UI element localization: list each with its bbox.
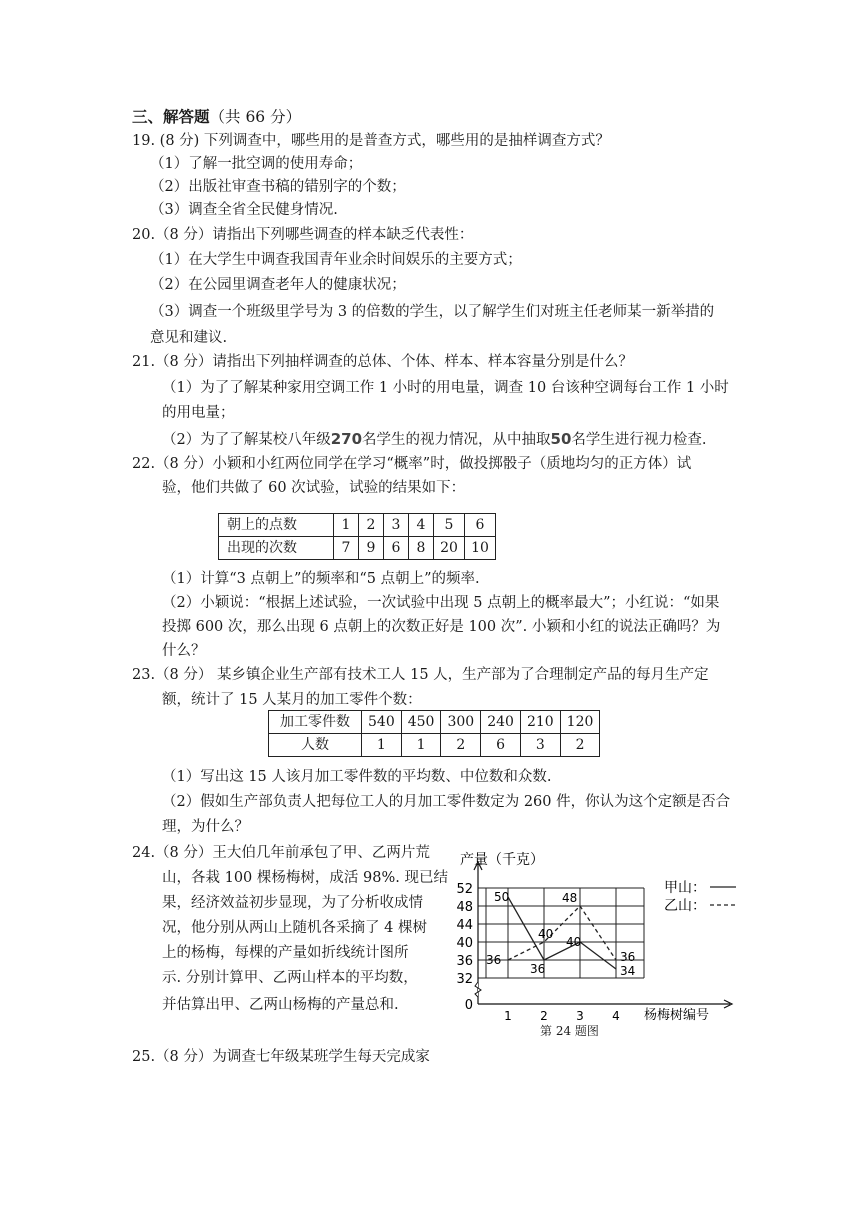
- q22-item-2: （2）小颖说：“根据上述试验，一次试验中出现 5 点朝上的概率最大”；小红说：“如果: [162, 595, 720, 611]
- parts-table: [268, 710, 600, 757]
- series-line-yi: [508, 906, 616, 960]
- table-cell: 朝上的点数: [219, 514, 334, 537]
- q20-item-1: （1）在大学生中调查我国青年业余时间娱乐的主要方式；: [150, 252, 522, 268]
- table-row: [219, 537, 496, 560]
- legend-label-yi: 乙山：: [664, 898, 706, 914]
- q19-item-2: （2）出版社审查书稿的错别字的个数；: [150, 179, 406, 195]
- q21-item-1: （1）为了了解某种家用空调工作 1 小时的用电量，调查 10 台该种空调每台工作 1 小时: [162, 380, 729, 396]
- table-cell: 加工零件数: [269, 711, 362, 734]
- q25-stem: 25.（8 分）为调查七年级某班学生每天完成家: [132, 1049, 430, 1065]
- table-cell: 450: [401, 711, 441, 734]
- axis-break: [475, 982, 481, 997]
- x-tick-label: 4: [612, 1009, 620, 1022]
- y-tick-label: 0: [464, 998, 473, 1013]
- table-cell: 1: [362, 734, 402, 757]
- table-row: [269, 734, 600, 757]
- data-label: 36: [620, 950, 636, 964]
- table-cell: 20: [434, 537, 465, 560]
- section-heading: [132, 107, 301, 127]
- y-tick-label: 36: [456, 954, 473, 969]
- data-label: 36: [530, 962, 546, 976]
- table-cell: 540: [362, 711, 402, 734]
- data-label: 36: [486, 953, 502, 967]
- q22-stem-1: 22.（8 分）小颖和小红两位同学在学习“概率”时，做投掷骰子（质地均匀的正方体）试: [132, 456, 692, 472]
- table-cell: 2: [441, 734, 481, 757]
- table-cell: 5: [434, 514, 465, 537]
- q22-item-2-cont-1: 投掷 600 次，那么出现 6 点朝上的次数正好是 100 次”. 小颖和小红的说法正确吗？为: [162, 619, 721, 635]
- table-row: [219, 514, 496, 537]
- q23-item-2-cont: 理，为什么？: [162, 819, 249, 835]
- q20-item-3-cont: 意见和建议.: [150, 330, 228, 346]
- table-cell: 1: [334, 514, 359, 537]
- q22-item-1: （1）计算“3 点朝上”的频率和“5 点朝上”的频率.: [162, 571, 480, 587]
- table-cell: 210: [520, 711, 560, 734]
- y-tick-label: 48: [456, 900, 473, 915]
- q23-stem-2: 额，统计了 15 人某月的加工零件个数：: [162, 692, 422, 708]
- q21-item-2-a: （2）为了了解某校八年级: [162, 432, 331, 448]
- section-score: （共 66 分）: [209, 108, 302, 126]
- table-cell: 300: [441, 711, 481, 734]
- q23-item-1: （1）写出这 15 人该月加工零件数的平均数、中位数和众数.: [162, 769, 552, 785]
- y-axis-title: 产量（千克）: [460, 852, 544, 868]
- chart-caption: 第 24 题图: [540, 1024, 599, 1038]
- table-cell: 240: [481, 711, 521, 734]
- table-cell: 3: [520, 734, 560, 757]
- table-cell: 人数: [269, 734, 362, 757]
- q24-line-7: 并估算出甲、乙两山杨梅的产量总和.: [162, 997, 399, 1013]
- q21-item-1-cont: 的用电量；: [162, 405, 235, 421]
- data-label: 40: [566, 935, 582, 949]
- q23-stem-1: 23.（8 分） 某乡镇企业生产部有技术工人 15 人，生产部为了合理制定产品的每月生产定: [132, 667, 709, 683]
- series-line-jia: [508, 897, 616, 969]
- q21-number-50: 50: [550, 430, 572, 448]
- table-cell: 7: [334, 537, 359, 560]
- table-cell: 6: [465, 514, 496, 537]
- y-tick-label: 32: [456, 972, 473, 987]
- x-tick-label: 1: [504, 1009, 512, 1022]
- q24-line-5: 上的杨梅，每棵的产量如折线统计图所: [162, 945, 409, 961]
- table-cell: 3: [384, 514, 409, 537]
- q22-item-2-cont-2: 什么？: [162, 643, 206, 659]
- y-tick-label: 40: [456, 936, 473, 951]
- table-cell: 2: [560, 734, 600, 757]
- table-cell: 1: [401, 734, 441, 757]
- q19-stem: 19. (8 分) 下列调查中，哪些用的是普查方式，哪些用的是抽样调查方式？: [132, 133, 610, 149]
- section-title: 三、解答题: [132, 107, 210, 126]
- table-cell: 6: [384, 537, 409, 560]
- q19-item-1: （1）了解一批空调的使用寿命；: [150, 156, 363, 172]
- dice-table: [218, 513, 496, 560]
- legend-label-jia: 甲山：: [664, 880, 706, 896]
- q22-stem-2: 验，他们共做了 60 次试验，试验的结果如下：: [162, 480, 466, 496]
- q20-stem: 20.（8 分）请指出下列哪些调查的样本缺乏代表性：: [132, 227, 474, 243]
- q24-line-3: 果，经济效益初步显现，为了分析收成情: [162, 895, 423, 911]
- data-label: 40: [538, 927, 554, 941]
- q21-item-2-c: 名学生进行视力检查.: [571, 432, 707, 448]
- x-tick-label: 2: [540, 1009, 548, 1022]
- x-tick-label: 3: [576, 1009, 584, 1022]
- q24-line-4: 况，他分别从两山上随机各采摘了 4 棵树: [162, 920, 427, 936]
- table-cell: 6: [481, 734, 521, 757]
- q23-item-2: （2）假如生产部负责人把每位工人的月加工零件数定为 260 件，你认为这个定额是否合: [162, 794, 731, 810]
- table-cell: 8: [409, 537, 434, 560]
- table-cell: 4: [409, 514, 434, 537]
- q24-line-1: 24.（8 分）王大伯几年前承包了甲、乙两片荒: [132, 845, 430, 861]
- table-cell: 9: [359, 537, 384, 560]
- table-cell: 10: [465, 537, 496, 560]
- data-label: 34: [620, 964, 636, 978]
- table-cell: 120: [560, 711, 600, 734]
- q20-item-3: （3）调查一个班级里学号为 3 的倍数的学生，以了解学生们对班主任老师某一新举措的: [150, 304, 715, 320]
- q21-item-2: [162, 429, 707, 450]
- x-axis-title: 杨梅树编号: [644, 1008, 710, 1022]
- table-row: [269, 711, 600, 734]
- q19-item-3: （3）调查全省全民健身情况.: [150, 202, 338, 218]
- q21-stem: 21.（8 分）请指出下列抽样调查的总体、个体、样本、样本容量分别是什么？: [132, 354, 633, 370]
- q24-line-6: 示. 分别计算甲、乙两山样本的平均数，: [162, 970, 418, 986]
- q20-item-2: （2）在公园里调查老年人的健康状况；: [150, 277, 406, 293]
- data-label: 50: [494, 890, 510, 904]
- q21-number-270: 270: [330, 430, 363, 448]
- line-chart: [440, 850, 740, 1022]
- table-cell: 出现的次数: [219, 537, 334, 560]
- data-label: 48: [562, 891, 578, 905]
- y-tick-label: 44: [456, 918, 473, 933]
- table-cell: 2: [359, 514, 384, 537]
- q21-item-2-b: 名学生的视力情况，从中抽取: [362, 432, 551, 448]
- q24-line-2: 山，各栽 100 棵杨梅树，成活 98%. 现已结: [162, 870, 448, 886]
- y-tick-label: 52: [456, 882, 473, 897]
